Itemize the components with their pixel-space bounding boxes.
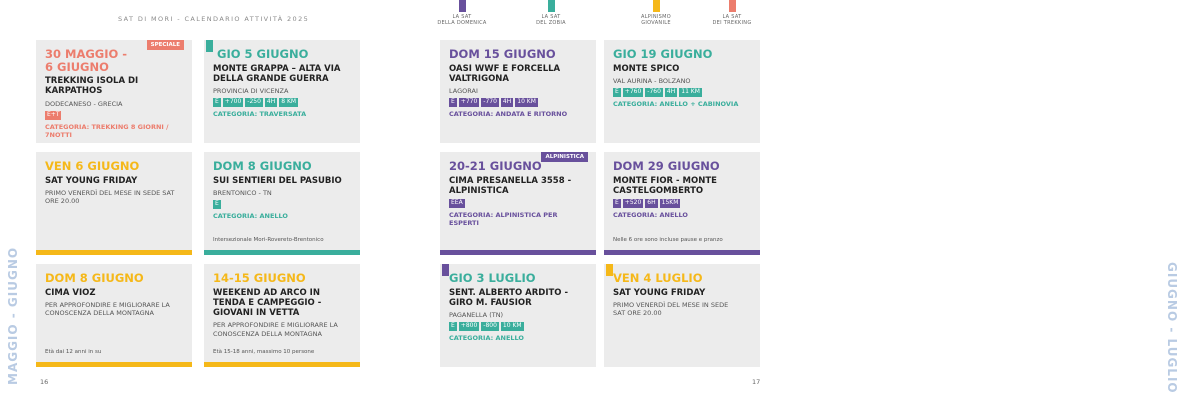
- event-title-line-2: ALPINISTICA: [449, 185, 509, 196]
- event-title: [449, 288, 588, 308]
- event-category: CATEGORIA: ANDATA E RITORNO: [449, 110, 568, 119]
- chip: E: [451, 98, 455, 106]
- chip: +800: [460, 322, 478, 330]
- event-category: CATEGORIA: ANELLO + CABINOVIA: [613, 99, 739, 108]
- category-flag: [442, 264, 449, 276]
- right-page: [400, 0, 1179, 400]
- event-note: Intersezionale Mori-Rovereto-Brentonico: [213, 237, 324, 243]
- event-card-cima-vioz[interactable]: [36, 264, 192, 367]
- event-card-monte-fior[interactable]: [604, 152, 760, 255]
- event-card-pasubio[interactable]: [204, 152, 360, 255]
- event-category: CATEGORIA: TRAVERSATA: [213, 110, 307, 119]
- legend-label-line-1: LA SAT: [722, 14, 742, 20]
- chip: 15KM: [661, 199, 679, 207]
- chip: EEA: [451, 199, 463, 207]
- event-note: Nelle 6 ore sono incluse pause e pranzo: [613, 237, 723, 243]
- event-description-line-1: PRIMO VENERDÌ DEL MESE IN SEDE SAT: [45, 188, 175, 197]
- side-label-left: MAGGIO - GIUGNO: [6, 246, 20, 385]
- category-strip: [204, 250, 360, 255]
- legend-label-line-2: DEI TREKKING: [712, 20, 752, 27]
- event-chips: [449, 199, 588, 208]
- event-description: [613, 301, 752, 318]
- event-date: GIO 5 GIUGNO: [217, 47, 309, 61]
- chip: +520: [624, 199, 642, 207]
- legend-label: [641, 14, 671, 27]
- event-card-young-friday-luglio[interactable]: [604, 264, 760, 367]
- legend-swatch: [653, 0, 660, 12]
- event-date: DOM 29 GIUGNO: [613, 159, 720, 173]
- event-location: LAGORAI: [449, 87, 478, 96]
- chip: -250: [247, 98, 261, 106]
- event-card-karpathos[interactable]: [36, 40, 192, 143]
- event-title-line-1: MONTE GRAPPA – ALTA VIA: [213, 63, 341, 74]
- chip: E: [215, 98, 219, 106]
- chip: 6H: [647, 199, 656, 207]
- category-flag: [606, 264, 613, 276]
- header-title: SAT DI MORI - CALENDARIO ATTIVITÀ 2025: [118, 15, 310, 23]
- event-description-line-1: PER APPROFONDIRE E MIGLIORARE LA: [45, 300, 170, 309]
- special-badge: SPECIALE: [147, 40, 184, 50]
- page-number-right: 17: [752, 378, 761, 386]
- legend-label-line-1: LA SAT: [541, 14, 561, 20]
- page-number-left: 16: [40, 378, 49, 386]
- legend-label-line-2: DEL ZOBIA: [536, 20, 566, 27]
- event-title-line-1: SENT. ALBERTO ARDITO -: [449, 287, 569, 298]
- alpinistica-badge: ALPINISTICA: [541, 152, 588, 162]
- event-title: CIMA VIOZ: [45, 287, 96, 298]
- legend-swatch: [459, 0, 466, 12]
- category-strip: [36, 362, 192, 367]
- event-date: 14-15 GIUGNO: [213, 271, 306, 285]
- event-title-line-2: CASTELGOMBERTO: [613, 185, 704, 196]
- event-chips: [213, 200, 352, 209]
- legend-sat-trekking: [702, 0, 762, 27]
- legend-label-line-1: ALPINISMO: [640, 14, 672, 20]
- event-title-line-2: GIRO M. FAUSIOR: [449, 297, 532, 308]
- event-description-line-1: PRIMO VENERDÌ DEL MESE IN SEDE: [613, 300, 729, 309]
- category-strip: [36, 250, 192, 255]
- category-strip: [440, 250, 596, 255]
- event-card-monte-spico[interactable]: [604, 40, 760, 143]
- event-title: SAT YOUNG FRIDAY: [45, 175, 138, 186]
- chip: +760: [624, 87, 642, 95]
- event-note: Età dai 12 anni in su: [45, 349, 102, 355]
- chip: E: [615, 199, 619, 207]
- event-description-line-1: PER APPROFONDIRE E MIGLIORARE LA: [213, 321, 338, 330]
- event-chips: [213, 98, 352, 107]
- chip: E: [615, 87, 619, 95]
- chip: 10 KM: [502, 322, 522, 330]
- event-chips: [449, 98, 588, 107]
- event-note: Età 15-18 anni, massimo 10 persone: [213, 349, 315, 355]
- chip: -770: [483, 98, 497, 106]
- category-flag: [206, 40, 213, 52]
- chip: 4H: [502, 98, 512, 106]
- event-title: SUI SENTIERI DEL PASUBIO: [213, 175, 342, 186]
- event-category-line-1: CATEGORIA: TREKKING 8 GIORNI /: [45, 122, 169, 131]
- event-date: VEN 4 LUGLIO: [613, 271, 703, 285]
- event-category: [45, 123, 184, 140]
- event-location: BRENTONICO - TN: [213, 188, 272, 197]
- legend-label: [712, 14, 751, 27]
- legend-alpinismo-giovanile: [626, 0, 686, 27]
- event-description-line-2: CONOSCENZA DELLA MONTAGNA: [213, 329, 322, 338]
- event-chips: [449, 322, 588, 331]
- chip: -760: [647, 87, 661, 95]
- legend-label-line-2: DELLA DOMENICA: [437, 20, 487, 27]
- legend-swatch: [548, 0, 555, 12]
- event-description-line-2: CONOSCENZA DELLA MONTAGNA: [45, 309, 154, 318]
- event-title: SAT YOUNG FRIDAY: [613, 287, 706, 298]
- event-description: [45, 301, 184, 318]
- legend-sat-zobia: [521, 0, 581, 27]
- event-date: DOM 8 GIUGNO: [213, 159, 312, 173]
- event-date-line-2: 6 GIUGNO: [45, 59, 109, 74]
- event-date: VEN 6 GIUGNO: [45, 159, 140, 173]
- event-title: [213, 64, 352, 84]
- event-location: PROVINCIA DI VICENZA: [213, 87, 289, 96]
- event-date: DOM 15 GIUGNO: [449, 47, 556, 61]
- event-title-line-1: MONTE FIOR - MONTE: [613, 175, 717, 186]
- event-chips: [613, 199, 752, 208]
- chip: 11 KM: [681, 87, 700, 95]
- category-strip: [604, 250, 760, 255]
- event-card-weekend-arco[interactable]: [204, 264, 360, 367]
- event-category: CATEGORIA: ANELLO: [449, 334, 524, 343]
- event-title-line-1: OASI WWF E FORCELLA: [449, 63, 561, 74]
- chip: 4H: [666, 87, 676, 95]
- event-date: DOM 8 GIUGNO: [45, 271, 144, 285]
- event-title: [613, 176, 752, 196]
- event-card-presanella[interactable]: [440, 152, 596, 255]
- event-card-oasi-wwf[interactable]: [440, 40, 596, 143]
- event-title-line-2: VALTRIGONA: [449, 73, 509, 84]
- event-location: PAGANELLA (TN): [449, 311, 504, 320]
- event-card-sentiero-ardito[interactable]: [440, 264, 596, 367]
- event-title-line-2: KARPATHOS: [45, 86, 103, 97]
- event-category-line-2: 7NOTTI: [45, 131, 72, 140]
- chip: E: [451, 322, 455, 330]
- chip: E: [215, 199, 219, 207]
- legend-label: [437, 14, 486, 27]
- legend-label-line-1: LA SAT: [452, 14, 472, 20]
- event-description: [45, 189, 184, 206]
- chip: 10 KM: [517, 98, 536, 106]
- event-title-line-1: TREKKING ISOLA DI: [45, 76, 139, 87]
- event-title-line-2: TENDA E CAMPEGGIO -: [213, 297, 322, 308]
- chip: -800: [483, 322, 497, 330]
- chip: 4H: [266, 98, 276, 106]
- chip: 8 KM: [281, 98, 297, 106]
- event-date: 20-21 GIUGNO: [449, 159, 542, 173]
- event-title: [449, 176, 588, 196]
- event-date: GIO 19 GIUGNO: [613, 47, 713, 61]
- event-category: CATEGORIA: ALPINISTICA PER ESPERTI: [449, 210, 558, 228]
- event-title: MONTE SPICO: [613, 63, 680, 74]
- event-title: [213, 288, 352, 319]
- event-date-line-1: 30 MAGGIO -: [45, 47, 128, 61]
- category-strip: [204, 362, 360, 367]
- event-title-line-3: GIOVANI IN VETTA: [213, 308, 300, 319]
- legend-swatch: [729, 0, 736, 12]
- event-location: VAL AURINA - BOLZANO: [613, 76, 691, 85]
- event-category: CATEGORIA: ANELLO: [613, 210, 688, 219]
- event-description-line-2: SAT ORE 20.00: [613, 309, 662, 318]
- event-title: [449, 64, 588, 84]
- legend-sat-domenica: [432, 0, 492, 27]
- event-description-line-2: ORE 20.00: [45, 197, 80, 206]
- legend-label: [536, 14, 566, 27]
- left-page: [0, 0, 400, 400]
- event-date: [45, 48, 184, 73]
- event-description: [213, 321, 352, 338]
- difficulty-chip: E+T: [47, 110, 60, 118]
- event-card-monte-grappa[interactable]: [204, 40, 360, 143]
- event-card-young-friday[interactable]: [36, 152, 192, 255]
- event-date: GIO 3 LUGLIO: [449, 271, 536, 285]
- chip: +770: [460, 98, 478, 106]
- event-location: DODECANESO - GRECIA: [45, 99, 123, 108]
- event-title: [45, 76, 184, 96]
- legend-label-line-2: GIOVANILE: [641, 20, 671, 27]
- event-category: CATEGORIA: ANELLO: [213, 211, 288, 220]
- event-title-line-2: DELLA GRANDE GUERRA: [213, 73, 329, 84]
- event-chips: [613, 88, 752, 97]
- chip: +700: [224, 98, 242, 106]
- side-label-right: GIUGNO - LUGLIO: [1165, 262, 1179, 394]
- event-title-line-1: CIMA PRESANELLA 3558 -: [449, 175, 572, 186]
- event-chips: [45, 111, 184, 120]
- event-title-line-1: WEEKEND AD ARCO IN: [213, 287, 320, 298]
